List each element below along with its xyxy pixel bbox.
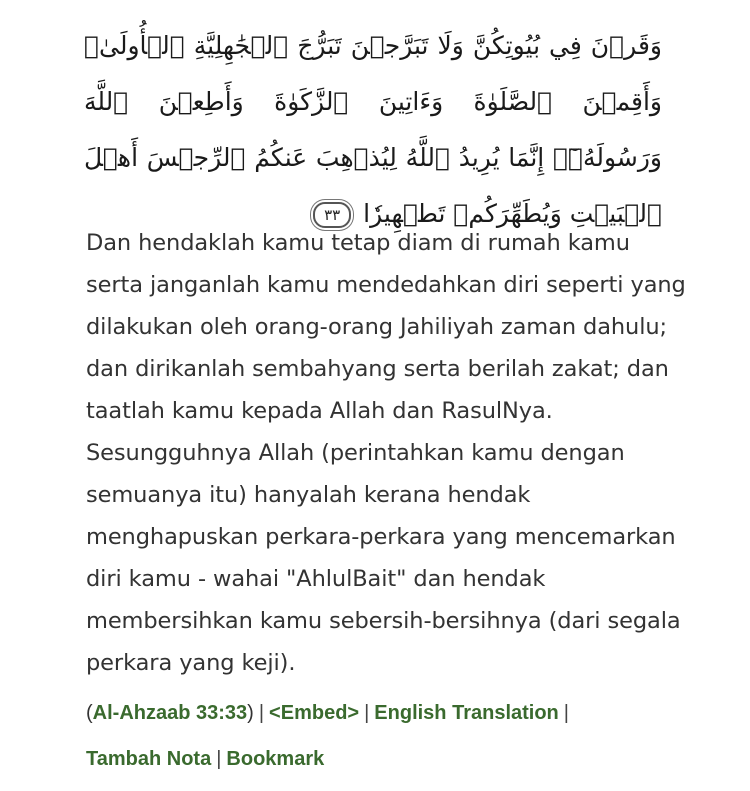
embed-link[interactable]: <Embed>: [269, 702, 360, 724]
link-separator: |: [216, 748, 222, 770]
ayah-number-marker: ٣٣: [313, 202, 351, 228]
arabic-verse-text: [84, 18, 662, 242]
link-separator: |: [563, 702, 569, 724]
add-note-link[interactable]: Tambah Nota: [86, 748, 212, 770]
arabic-verse: وَقَرۡنَ فِي بُيُوتِكُنَّ وَلَا تَبَرَّجۡنَ تَبَرُّجَ ٱلۡجَٰهِلِيَّةِ ٱلۡأُولَىٰۖ وَأَقِمۡنَ ٱلصَّلَوٰةَ وَءَاتِينَ ٱلزَّكَوٰةَ وَأَطِعۡنَ ٱللَّهَ وَرَسُولَهُۥٓۚ إِنَّمَا يُرِيدُ ٱللَّهُ لِيُذۡهِبَ عَنكُمُ ٱلرِّجۡسَ أَهۡلَ ٱلۡبَيۡتِ وَيُطَهِّرَكُمۡ تَطۡهِيرٗا: [84, 31, 662, 228]
reference-open-paren: (: [86, 702, 93, 724]
verse-links: [86, 690, 686, 782]
bookmark-link[interactable]: Bookmark: [226, 748, 325, 770]
reference-close-paren: ): [247, 702, 254, 724]
link-separator: |: [364, 702, 370, 724]
translation-text: Dan hendaklah kamu tetap diam di rumah kamu serta janganlah kamu mendedahkan diri seperti yang dilakukan oleh orang-orang Jahiliyah zaman dahulu; dan dirikanlah sembahyang serta berilah zakat; dan taatlah kamu kepada Allah dan RasulNya. Sesungguhnya Allah (perintahkan kamu dengan semuanya itu) hanyalah kerana hendak menghapuskan perkara-perkara yang mencemarkan diri kamu - wahai "AhlulBait" dan hendak membersihkan kamu sebersih-bersihnya (dari segala perkara yang keji).: [86, 230, 686, 676]
english-translation-link[interactable]: English Translation: [374, 702, 559, 724]
verse-reference-link[interactable]: Al-Ahzaab 33:33: [92, 702, 248, 724]
verse-block: [84, 18, 662, 242]
link-separator: |: [258, 702, 265, 724]
